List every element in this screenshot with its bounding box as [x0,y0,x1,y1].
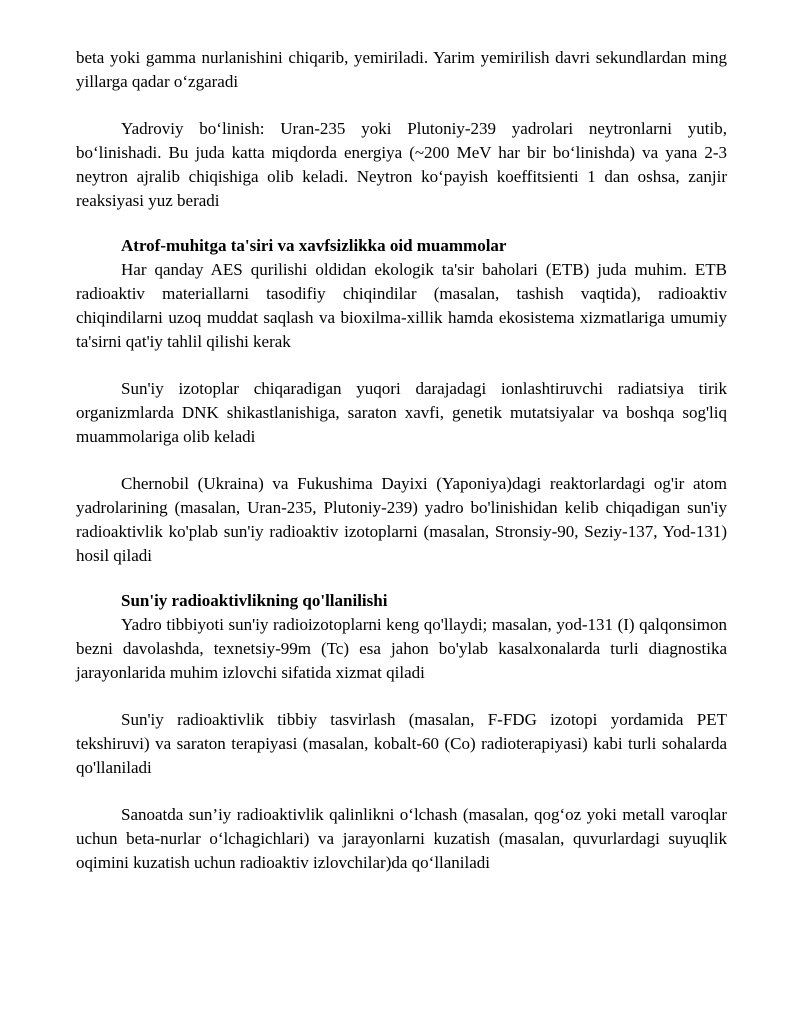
paragraph-half-life: beta yoki gamma nurlanishini chiqarib, yemiriladi. Yarim yemirilish davri sekundlardan ming yillarga qadar o‘zgaradi [76,48,727,91]
section-heading-environment: Atrof-muhitga ta'siri va xavfsizlikka oid muammolar [121,236,507,255]
paragraph-nuclear-fission: Yadroviy bo‘linish: Uran-235 yoki Plutoniy-239 yadrolari neytronlarni yutib, bo‘linishadi. Bu juda katta miqdorda energiya (~200 MeV har bir bo‘linishda) va yana 2-3 neytron ajralib chiqishiga olib keladi. Neytron ko‘payish koeffitsienti 1 dan oshsa, zanjir reaksiyasi yuz beradi [76,119,727,210]
paragraph-environmental-assessment: Har qanday AES qurilishi oldidan ekologik ta'sir baholari (ETB) juda muhim. ETB radioaktiv materiallarni tasodifiy chiqindilar (masalan, tashish vaqtida), radioaktiv chiqindilarni uzoq muddat saqlash va bioxilma-xillik hamda ekosistema xizmatlariga umumiy ta'sirni qat'iy tahlil qilishi kerak [76,260,727,351]
paragraph-chernobil-fukushima: Chernobil (Ukraina) va Fukushima Dayixi (Yaponiya)dagi reaktorlardagi og'ir atom yadrolarining (masalan, Uran-235, Plutoniy-239) yadro bo'linishidan kelib chiqadigan sun'iy radioaktivlik ko'plab sun'iy radioaktiv izotoplarni (masalan, Stronsiy-90, Seziy-137, Yod-131) hosil qiladi [76,474,727,565]
paragraph-industry: Sanoatda sun’iy radioaktivlik qalinlikni o‘lchash (masalan, qog‘oz yoki metall varoqlar uchun beta-nurlar o‘lchagichlari) va jarayonlarni kuzatish (masalan, quvurlardagi suyuqlik oqimini kuzatish uchun radioaktiv izlovchilar)da qo‘llaniladi [76,805,727,872]
paragraph-ionizing-radiation: Sun'iy izotoplar chiqaradigan yuqori darajadagi ionlashtiruvchi radiatsiya tirik organizmlarda DNK shikastlanishiga, saraton xavfi, genetik mutatsiyalar va boshqa sog'liq muammolariga olib keladi [76,379,727,446]
document-page [76,46,727,875]
paragraph-nuclear-medicine: Yadro tibbiyoti sun'iy radioizotoplarni keng qo'llaydi; masalan, yod-131 (I) qalqonsimon bezni davolashda, texnetsiy-99m (Tc) esa jahon bo'ylab kasalxonalarda turli diagnostika jarayonlarida muhim izlovchi sifatida xizmat qiladi [76,615,727,682]
section-heading-applications: Sun'iy radioaktivlikning qo'llanilishi [121,591,388,610]
paragraph-medical-imaging: Sun'iy radioaktivlik tibbiy tasvirlash (masalan, F-FDG izotopi yordamida PET tekshiruvi) va saraton terapiyasi (masalan, kobalt-60 (Co) radioterapiyasi) kabi turli sohalarda qo'llaniladi [76,710,727,777]
